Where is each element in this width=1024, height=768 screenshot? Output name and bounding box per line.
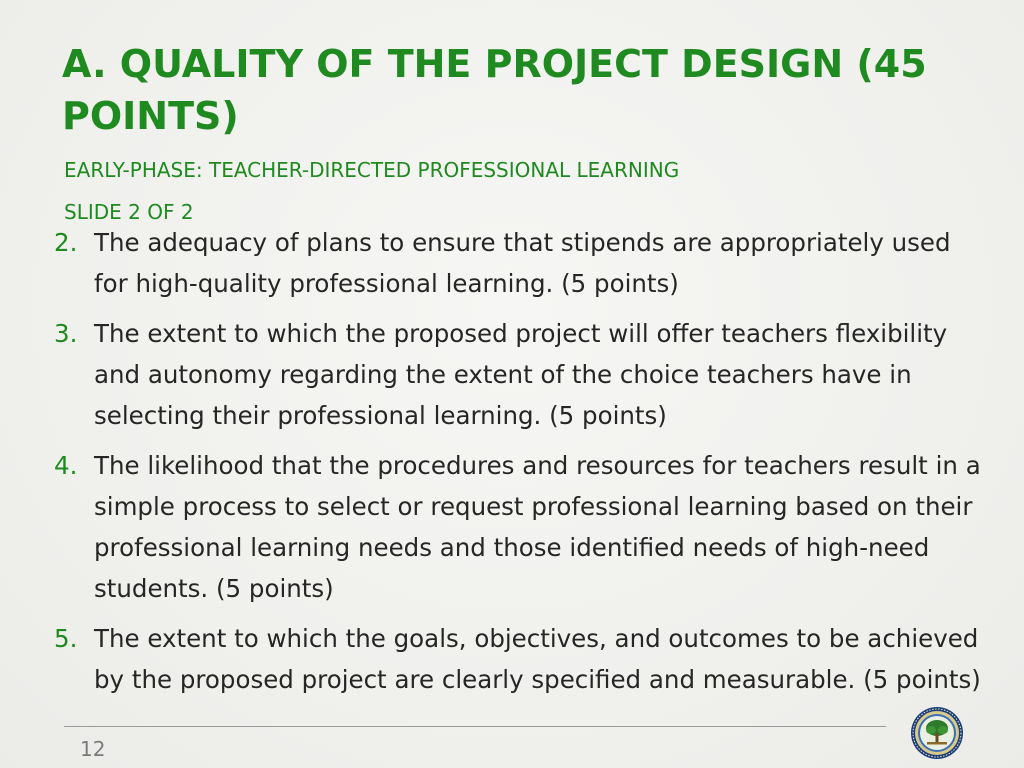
seal-icon — [910, 706, 964, 760]
slide-subtitle: EARLY-PHASE: TEACHER-DIRECTED PROFESSIONAL LEARNING — [64, 158, 680, 182]
item-number: 4. — [54, 451, 78, 480]
department-of-education-seal-icon — [910, 706, 964, 760]
criteria-list — [54, 222, 984, 709]
item-text: The likelihood that the procedures and resources for teachers result in a simple process to select or request professional learning based on their professional learning needs and those identified needs of high-need students. (5 points) — [94, 451, 981, 603]
item-text: The extent to which the goals, objectives, and outcomes to be achieved by the proposed project are clearly specified and measurable. (5 points) — [94, 624, 981, 694]
slide-title: A. QUALITY OF THE PROJECT DESIGN (45 POINTS) — [62, 42, 927, 138]
page-number: 12 — [80, 737, 106, 761]
list-item — [54, 313, 984, 436]
item-number: 5. — [54, 624, 78, 653]
list-item — [54, 618, 984, 700]
item-text: The extent to which the proposed project will offer teachers flexibility and autonomy regarding the extent of the choice teachers have in selecting their professional learning. (5 points) — [94, 319, 948, 430]
footer-divider — [64, 726, 886, 727]
list-item — [54, 445, 984, 609]
item-text: The adequacy of plans to ensure that stipends are appropriately used for high-quality professional learning. (5 points) — [94, 228, 951, 298]
item-number: 2. — [54, 228, 78, 257]
list-item — [54, 222, 984, 304]
slide-counter: SLIDE 2 OF 2 — [64, 200, 194, 224]
item-number: 3. — [54, 319, 78, 348]
